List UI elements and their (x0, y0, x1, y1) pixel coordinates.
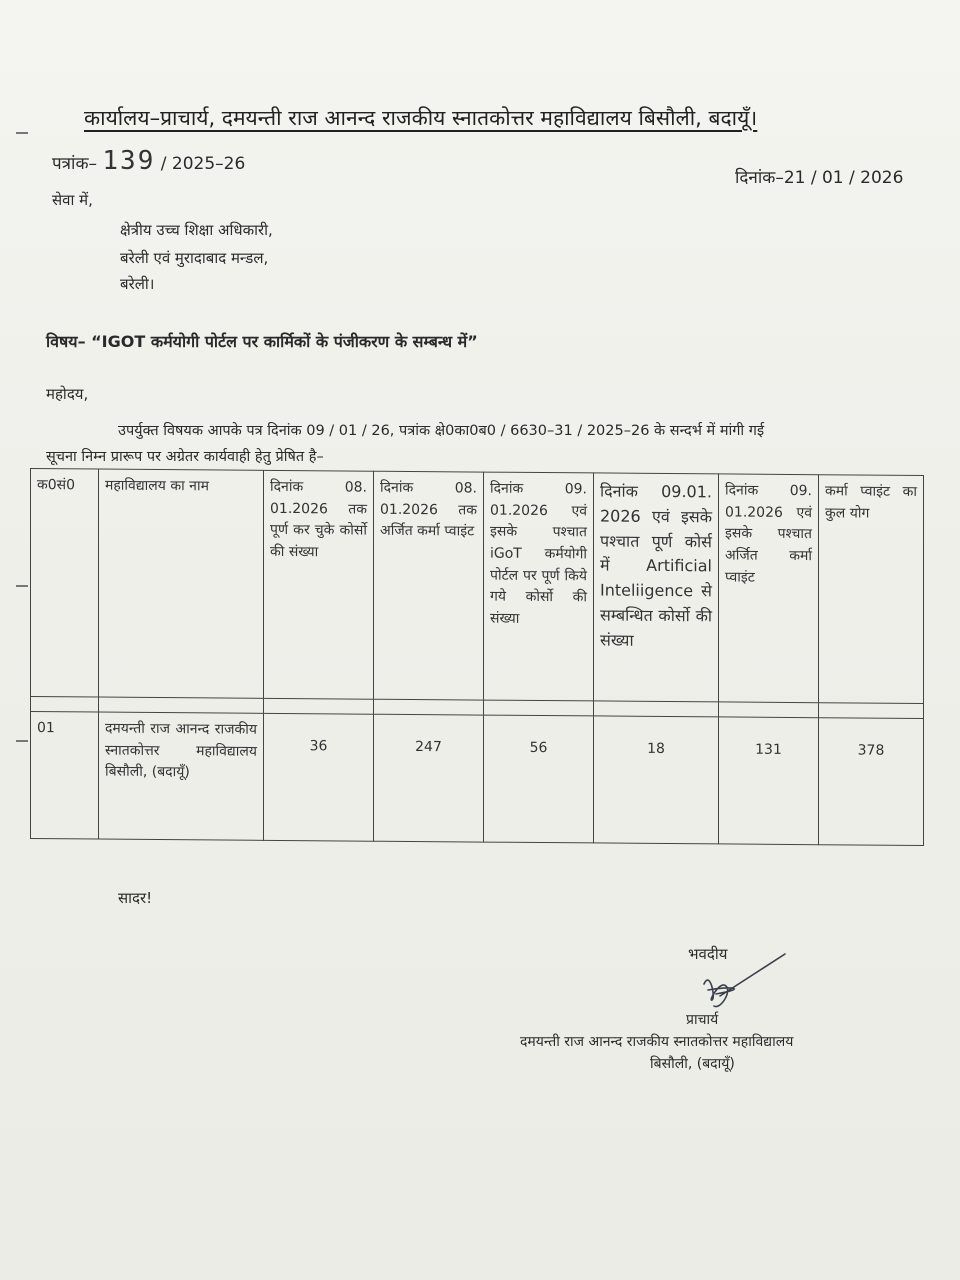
data-table (30, 468, 924, 846)
table-row (31, 712, 924, 846)
closing-sadar: सादर! (118, 889, 153, 907)
address-line-2: बरेली एवं मुरादाबाद मन्डल, (120, 249, 269, 267)
ref-handwritten-number: 139 (102, 146, 156, 176)
header-college: महाविद्यालय का नाम (99, 469, 264, 698)
header-total-points: कर्मा प्वाइंट का कुल योग (819, 475, 924, 704)
header-sno: क0सं0 (31, 469, 99, 698)
letter-date: दिनांक–21 / 01 / 2026 (735, 168, 904, 188)
subject-line: विषय– “IGOT कर्मयोगी पोर्टल पर कार्मिकों के पंजीकरण के सम्बन्ध में” (46, 332, 478, 351)
cell-courses-till-0801: 36 (264, 713, 374, 841)
header-courses-till-0801: दिनांक 08. 01.2026 तक पूर्ण कर चुके कोर्सो की संख्या (264, 470, 374, 699)
cell-points-after-0901: 131 (719, 717, 819, 845)
cell-courses-after-0901: 56 (484, 715, 594, 843)
ref-year: / 2025–26 (160, 154, 246, 174)
cell-ai-courses: 18 (594, 716, 719, 844)
header-courses-after-0901: दिनांक 09. 01.2026 एवं इसके पश्चात iGoT कर्मयोगी पोर्टल पर पूर्ण किये गये कोर्सो की संख्या (484, 472, 594, 701)
signature-line-1: दमयन्ती राज आनन्द राजकीय स्नातकोत्तर महाविद्यालय (520, 1034, 794, 1050)
cell-college: दमयन्ती राज आनन्द राजकीय स्नातकोत्तर महाविद्यालय बिसौली, (बदायूँ) (99, 712, 264, 840)
ref-label: पत्रांक– (52, 154, 97, 174)
address-to: सेवा में, (52, 191, 93, 209)
header-points-after-0901: दिनांक 09. 01.2026 एवं इसके पश्चात अर्जित कर्मा प्वाइंट (719, 474, 819, 703)
signature-line-2: बिसौली, (बदायूँ) (650, 1056, 735, 1072)
cell-sno: 01 (31, 712, 99, 840)
closing-bhavdiy: भवदीय (688, 945, 728, 963)
office-title: कार्यालय–प्राचार्य, दमयन्ती राज आनन्द राजकीय स्नातकोत्तर महाविद्यालय बिसौली, बदायूँ। (84, 106, 758, 130)
header-ai-courses: दिनांक 09.01. 2026 एवं इसके पश्चात पूर्ण कोर्स में Artificial Inteliigence से सम्बन्धित कोर्सो की संख्या (594, 473, 719, 702)
cell-total-points: 378 (819, 718, 924, 846)
reference-number (52, 146, 245, 176)
cell-points-till-0801: 247 (374, 714, 484, 842)
address-line-1: क्षेत्रीय उच्च शिक्षा अधिकारी, (120, 221, 273, 239)
header-points-till-0801: दिनांक 08. 01.2026 तक अर्जित कर्मा प्वाइंट (374, 471, 484, 700)
body-line-2: सूचना निम्न प्रारूप पर अग्रेतर कार्यवाही हेतु प्रेषित है– (46, 449, 324, 465)
body-line-1: उपर्युक्त विषयक आपके पत्र दिनांक 09 / 01 / 26, पत्रांक क्षे0का0ब0 / 6630–31 / 2025–26 के सन्दर्भ में मांगी गई (118, 423, 765, 439)
address-line-3: बरेली। (120, 275, 155, 293)
closing-designation: प्राचार्य (686, 1012, 719, 1028)
salutation: महोदय, (46, 385, 89, 403)
table-header-row (31, 469, 924, 704)
